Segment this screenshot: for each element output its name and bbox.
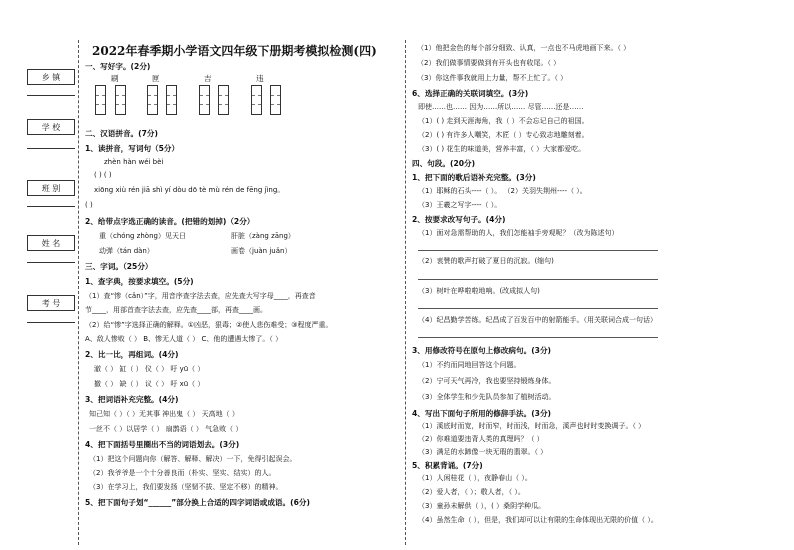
rewrite-sentence-3: （3）树叶在哗啦啦地响。(改成拟人句) <box>418 287 540 295</box>
question-3-1: 1、查字典，按要求填空。(5分) <box>85 277 194 286</box>
dictionary-1c: （2）给“惨”字选择正确的解释。①凶恶，狠毒；②使人悲伤难受；③程度严重。 <box>85 321 333 329</box>
section-4-heading: 四、句段。(20分) <box>412 159 476 168</box>
rhetoric-3: （3）满足的水蹄像一块无瑕的翡翠。（ ） <box>418 448 548 456</box>
writing-grid[interactable] <box>95 85 106 115</box>
writing-grid[interactable] <box>166 85 177 115</box>
dictionary-1d: A、敌人惨败（ ） B、惨无人道（ ） C、他的遭遇太惨了。（ ） <box>85 335 283 343</box>
rewrite-2: （2）我们做事情要做到有开头也有收尾。（ ） <box>417 59 561 67</box>
exam-number-label: 考 号 <box>27 295 75 311</box>
char-ji: 吉 <box>204 74 212 83</box>
char-wei: 违 <box>256 74 264 83</box>
question-4-2: 2、按要求改写句子。(4分) <box>412 215 506 224</box>
reading-1a: 重（chóng zhòng）见天日 <box>99 232 186 240</box>
township-label: 乡 镇 <box>27 69 75 85</box>
rewrite-sentence-2: （2）衷赞的歌声打破了夏日的沉寂。(缩句) <box>418 257 554 265</box>
question-2-1: 1、读拼音，写词句（5分） <box>85 144 180 153</box>
writing-grid[interactable] <box>218 85 229 115</box>
conjunction-options: 即使……也…… 因为……所以…… 尽管……还是…… <box>418 103 584 111</box>
dictionary-1a: （1）查“惨（cǎn）”字，用音序查字法去查，应先查大写字母____，再查音 <box>85 292 316 300</box>
answer-line[interactable] <box>418 279 658 280</box>
section-1-heading: 一、写好字。(2分) <box>85 62 151 71</box>
answer-line[interactable] <box>418 250 658 251</box>
question-4-5: 5、积累背诵。(7分) <box>412 461 483 470</box>
name-line <box>27 262 75 263</box>
question-4-1: 1、把下面的歌后语补充完整。(3分) <box>412 173 536 182</box>
page-title: 2022年春季期小学语文四年级下册期考模拟检测(四) <box>92 44 377 58</box>
binding-line <box>78 40 79 545</box>
word-choice-1: （1）把这个问题向你（解答、解释、解决）一下，免得引起误会。 <box>89 455 297 463</box>
question-3-4: 4、把下面括号里圈出不当的词语划去。(3分) <box>85 440 240 449</box>
writing-grid[interactable] <box>270 85 281 115</box>
rewrite-1: （1）他把金色的每个部分细致、认真，一点也不马虎地画下来。（ ） <box>417 44 631 52</box>
question-3-6: 6、选择正确的关联词填空。(3分) <box>412 89 529 98</box>
compare-row-1: 澈（ ） 缸（ ） 仪（ ） 吁 yū（ ） <box>94 365 205 373</box>
writing-grid[interactable] <box>251 85 262 115</box>
answer-line[interactable] <box>418 337 658 338</box>
question-4-4: 4、写出下面句子所用的修辞手法。(3分) <box>412 409 552 418</box>
pinyin-answer-2[interactable]: ( ) <box>85 201 93 209</box>
column-divider <box>405 40 406 545</box>
pinyin-line-2: xiōng xiù rén jiā shì yí dòu dō tè mù rén de fēng jìng。 <box>94 186 285 194</box>
word-choice-2: （2）我爷爷是一个十分善良而（朴实、坚实、结实）的人。 <box>89 469 276 477</box>
correction-3: （3）全体学生和少先队员参加了植树活动。 <box>418 393 556 401</box>
question-3-2: 2、比一比，再组词。(4分) <box>85 350 179 359</box>
recitation-2: （2）爱人者，（ ）；敬人者，（ ）。 <box>418 488 525 496</box>
char-xia: 匣 <box>152 74 160 83</box>
recitation-4: （4）虽然生命（ ），但是，我们却可以让有限的生命体现出无限的价值（ ）。 <box>418 516 658 524</box>
compare-row-2: 撤（ ） 缺（ ） 议（ ） 吁 xū（ ） <box>94 380 205 388</box>
reading-2b: 画卷（juàn juǎn） <box>231 247 292 255</box>
writing-grid[interactable] <box>147 85 158 115</box>
conjunction-2: （2）( ) 有许多人嘲笑，木匠（ ）专心致志地雕刻着。 <box>418 131 589 139</box>
pinyin-answer-1[interactable]: ( ) ( ) <box>94 171 112 179</box>
rewrite-sentence-4: （4）纪昌勤学苦练。纪昌成了百发百中的射箭能手。（用关联词合成一句话） <box>418 316 657 324</box>
char-shua: 刷 <box>111 74 119 83</box>
recitation-1: （1）人闲桂花（ ），夜静春山（ ）。 <box>418 474 532 482</box>
writing-grid[interactable] <box>199 85 210 115</box>
correction-1: （1）不约而同地回答这个问题。 <box>418 361 521 369</box>
correction-2: （2）宁可天气再冷，我也要坚持锻炼身体。 <box>418 377 556 385</box>
name-label: 姓 名 <box>27 235 75 251</box>
answer-line[interactable] <box>418 308 658 309</box>
section-2-heading: 二、汉语拼音。(7分) <box>85 129 158 138</box>
idiom-row-2: 一丝不（ ）以居学（ ） 扇鹊语（ ） 气急败（ ） <box>89 425 243 433</box>
question-3-3: 3、把词语补充完整。(4分) <box>85 395 179 404</box>
class-label: 班 别 <box>27 180 75 196</box>
dictionary-1b: 节____，用部首查字法去查，应先查____部，再查____画。 <box>85 306 267 314</box>
xiehouyu-1: （1）耶稣的石头----（ ）。 （2）关羽失荆州----（ ）。 <box>418 187 587 195</box>
rewrite-sentence-1: （1）面对急需帮助的人，我们怎能袖手旁观呢？（改为陈述句） <box>418 229 619 237</box>
reading-1b: 肝脏（zàng zāng） <box>231 232 295 240</box>
writing-grid[interactable] <box>115 85 126 115</box>
question-3-5: 5、把下面句子划“______”部分换上合适的四字词语或成语。(6分) <box>85 498 310 507</box>
rhetoric-2: （2）你难道要违背人类的真理吗？（ ） <box>418 435 544 443</box>
township-line <box>27 95 75 96</box>
xiehouyu-2: （3）王羲之写字----（ ）。 <box>418 201 502 209</box>
recitation-3: （3）童孙未解供（ ），( ）桑阴学种瓜。 <box>418 502 546 510</box>
class-line <box>27 206 75 207</box>
exam-number-line <box>27 322 75 323</box>
idiom-row-1: 知己知（ ）（ ）无其事 神出鬼（ ） 天高地（ ） <box>89 410 239 418</box>
question-4-3: 3、用修改符号在原句上修改病句。(3分) <box>412 346 552 355</box>
school-line <box>27 148 75 149</box>
section-3-heading: 三、字词。（25分） <box>85 262 153 271</box>
rewrite-3: （3）你这件事我就用上力量，帮不上忙了。（ ） <box>417 74 568 82</box>
word-choice-3: （3）在学习上，我们要发扬（坚韧不拔、坚定不移）的精神。 <box>89 483 283 491</box>
rhetoric-1: （1）溪底时而宽，时而窄，时而浅，时而急，溪声也时时变换调子。（ ） <box>418 422 646 430</box>
question-2-2: 2、给带点字选正确的读音。(把错的划掉)（2分） <box>85 217 255 226</box>
reading-2a: 动弹（tán dàn） <box>99 247 154 255</box>
school-label: 学 校 <box>27 119 75 135</box>
pinyin-line-1: zhèn hàn wéi bèi <box>104 158 164 166</box>
conjunction-3: （3）( ) 花生的味道美，营养丰富，（ ）大家都爱吃。 <box>418 145 586 153</box>
conjunction-1: （1）( ) 走到天涯海角，我（ ）不会忘记自己的祖国。 <box>418 117 589 125</box>
